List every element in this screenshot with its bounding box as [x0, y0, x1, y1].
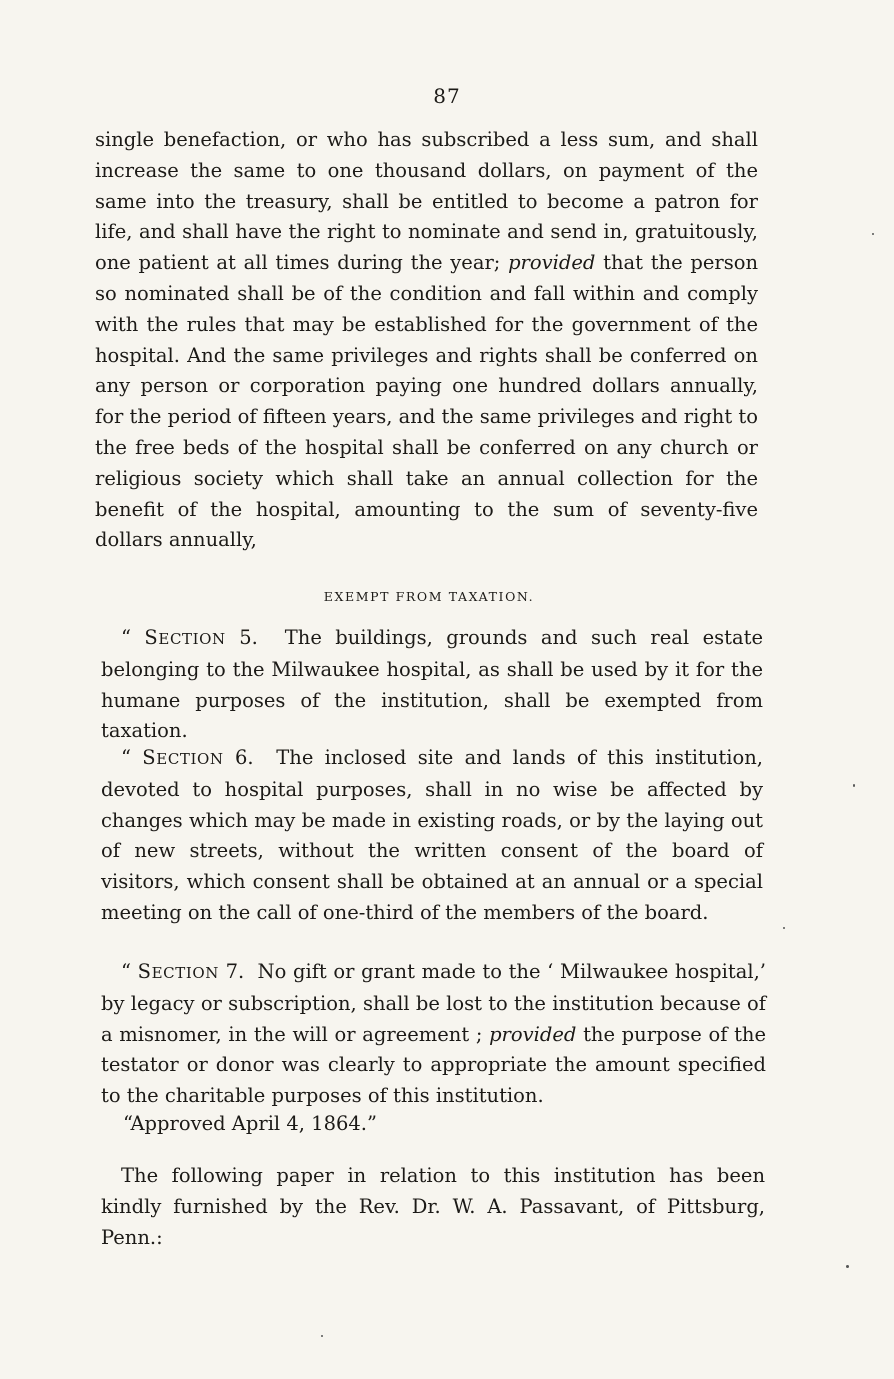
section-7-label-rest: ECTION [151, 964, 219, 982]
section-6-open-quote: “ [121, 746, 143, 769]
following-paragraph-text: The following paper in relation to this institution has been kindly furnished by the Rev. Dr. W. A. Passavant, of Pittsburg, Penn.: [101, 1164, 765, 1249]
section-7-label-cap: S [137, 960, 152, 983]
section-6-label [142, 746, 224, 769]
paragraph-continuation [95, 125, 758, 556]
section-6-label-rest: ECTION [156, 750, 224, 768]
section-6-text: The inclosed site and lands of this institution, devoted to hospital purposes, shall in no wise be affected by changes which may be made in existing roads, or by the laying out of new streets, without the written consent of the board of visitors, which consent shall be obtained at an annual or a special meeting on the call of one-third of the members of the board. [101, 746, 763, 924]
section-5-number: 5. [239, 626, 258, 649]
section-7-number: 7. [225, 960, 245, 983]
section-7-text-part2: the purpose of the testator or donor was clearly to appropriate the amount specified to the charitable purposes of this institution. [101, 1022, 767, 1108]
section-5 [101, 623, 763, 747]
section-heading: EXEMPT FROM TAXATION. [323, 589, 535, 604]
section-5-open-quote: “ [121, 626, 145, 649]
paper-speck [872, 233, 874, 235]
section-6-number: 6. [234, 746, 254, 769]
section-7-label [137, 960, 219, 983]
following-paragraph [101, 1161, 765, 1253]
page-number: 87 [433, 84, 461, 108]
paragraph-text-part2: that the person so nominated shall be of the condition and fall within and comply with the rules that may be established for the government of the hospital. And the same privileges and rights shall be conferred on any person or corporation paying one hundred dollars annually, for the period of fifteen years, and the same privileges and right to the free beds of the hospital shall be conferred on any church or religious society which shall take an annual collection for the benefit of the hospital, amounting to the sum of seventy-five dollars annually, [95, 251, 759, 552]
paper-speck [853, 784, 855, 787]
section-7-italic-provided: provided [489, 1022, 577, 1046]
paragraph-text-part1: single benefaction, or who has subscribed a less sum, and shall increase the same to one thousand dollars, on payment of the same into the treasury, shall be entitled to become a patron for life, and shall have the right to nominate and send in, gratuitously, one patient at all times during the year; [95, 128, 758, 275]
approved-date: “Approved April 4, 1864.” [123, 1112, 377, 1135]
section-6 [101, 743, 763, 929]
section-7 [101, 957, 766, 1112]
section-5-label-cap: S [144, 626, 159, 649]
paper-speck [783, 927, 785, 929]
paper-speck [846, 1265, 849, 1268]
section-5-text: The buildings, grounds and such real estate belonging to the Milwaukee hospital, as shall be used by it for the humane purposes of the institution, shall be exempted from taxation. [101, 626, 763, 743]
section-5-label [144, 626, 226, 649]
section-7-text-part1: No gift or grant made to the ‘ Milwaukee hospital,’ by legacy or subscription, shall be lost to the institution because of a misnomer, in the will or agreement ; [101, 960, 767, 1046]
section-7-open-quote: “ [121, 960, 138, 983]
section-6-label-cap: S [142, 746, 157, 769]
section-5-label-rest: ECTION [158, 630, 226, 648]
paper-speck [321, 1335, 323, 1337]
paragraph-italic-provided: provided [508, 251, 596, 275]
